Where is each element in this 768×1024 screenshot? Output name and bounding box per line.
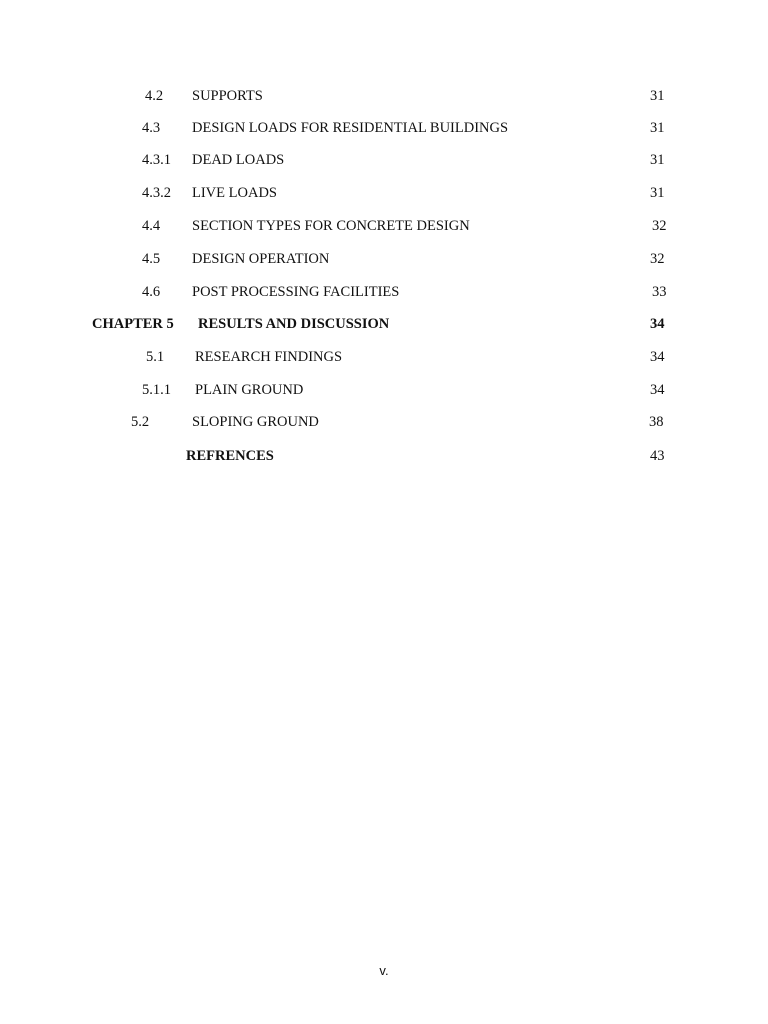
toc-entry-title: SLOPING GROUND xyxy=(192,414,319,430)
toc-entry xyxy=(0,249,768,269)
toc-entry-title: POST PROCESSING FACILITIES xyxy=(192,284,400,300)
toc-entry xyxy=(0,86,768,106)
toc-entry xyxy=(0,347,768,367)
toc-references-heading xyxy=(0,446,768,466)
toc-entry-title: DESIGN OPERATION xyxy=(192,251,330,267)
toc-chapter-page: 34 xyxy=(650,316,665,332)
toc-references-page: 43 xyxy=(650,448,665,464)
toc-entry-title: SUPPORTS xyxy=(192,88,263,104)
toc-entry-page: 32 xyxy=(652,218,667,234)
toc-entry-number: 4.6 xyxy=(142,284,161,300)
toc-entry-title: SECTION TYPES FOR CONCRETE DESIGN xyxy=(192,218,470,234)
toc-entry xyxy=(0,183,768,203)
toc-entry-number: 4.2 xyxy=(145,88,164,104)
toc-entry xyxy=(0,118,768,138)
toc-entry-title: PLAIN GROUND xyxy=(195,382,304,398)
toc-entry xyxy=(0,150,768,170)
toc-chapter-title: RESULTS AND DISCUSSION xyxy=(198,316,390,332)
toc-entry-page: 32 xyxy=(650,251,665,267)
toc-chapter-number: CHAPTER 5 xyxy=(92,316,174,332)
toc-entry-number: 4.3.2 xyxy=(142,185,171,201)
toc-entry-title: RESEARCH FINDINGS xyxy=(195,349,343,365)
toc-entry-number: 4.3 xyxy=(142,120,161,136)
toc-entry-number: 5.1.1 xyxy=(142,382,171,398)
toc-entry xyxy=(0,216,768,236)
toc-entry-page: 31 xyxy=(650,152,665,168)
toc-entry xyxy=(0,282,768,302)
toc-entry-page: 38 xyxy=(649,414,664,430)
toc-entry-number: 4.3.1 xyxy=(142,152,171,168)
toc-entry-number: 5.2 xyxy=(131,414,150,430)
toc-entry-number: 4.4 xyxy=(142,218,161,234)
toc-entry xyxy=(0,380,768,400)
toc-entry-number: 4.5 xyxy=(142,251,161,267)
toc-references-title: REFRENCES xyxy=(186,448,274,464)
toc-entry-title: DESIGN LOADS FOR RESIDENTIAL BUILDINGS xyxy=(192,120,509,136)
toc-entry-number: 5.1 xyxy=(146,349,165,365)
page-number: v. xyxy=(379,963,389,978)
toc-entry-page: 31 xyxy=(650,185,665,201)
toc-entry-page: 34 xyxy=(650,382,665,398)
toc-entry-page: 34 xyxy=(650,349,665,365)
toc-entry xyxy=(0,412,768,432)
toc-chapter-heading xyxy=(0,314,768,334)
toc-entry-page: 31 xyxy=(650,120,665,136)
toc-entry-title: DEAD LOADS xyxy=(192,152,285,168)
toc-entry-page: 33 xyxy=(652,284,667,300)
toc-entry-page: 31 xyxy=(650,88,665,104)
toc-entry-title: LIVE LOADS xyxy=(192,185,277,201)
